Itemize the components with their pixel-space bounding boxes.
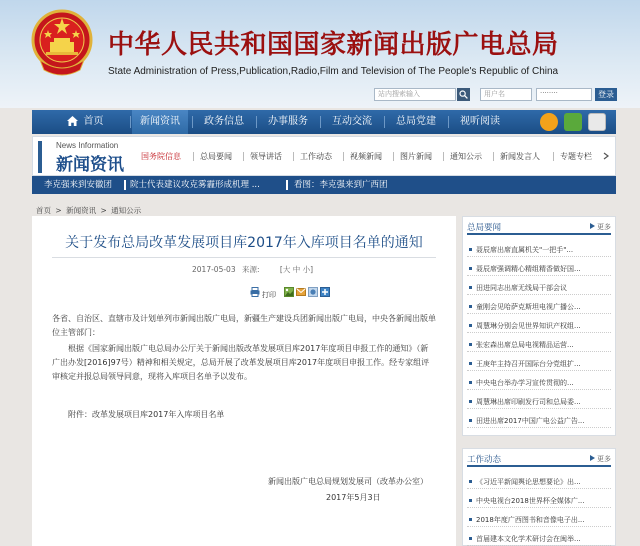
weibo-icon[interactable] [540,113,558,131]
nav-divider [320,116,321,128]
more-label: 更多 [597,223,611,231]
ticker-divider [124,180,126,190]
nav-item-home[interactable] [50,110,120,134]
work-updates-header [467,453,611,467]
list-item[interactable]: 聂辰席出席直属机关"一把手"... [467,243,611,257]
list-item[interactable]: 中央电台举办学习宣传贯彻的... [467,376,611,390]
search-button[interactable] [457,88,470,101]
breadcrumb-news[interactable]: 新闻资讯 [66,206,97,215]
font-size-switcher[interactable]: [大 中 小] [279,265,314,274]
headlines-header [467,221,611,235]
subnav-divider [393,152,394,161]
article-panel [32,216,456,546]
nav-item-services[interactable]: 办事服务 [268,116,308,127]
breadcrumb-separator: > [55,206,62,215]
ticker-item[interactable]: 看图：李克强来到广西团 [294,180,388,190]
work-updates-more-link[interactable] [590,454,611,464]
list-item[interactable]: 周慧琳出席印刷发行司和总局委... [467,395,611,409]
share-more-icon[interactable] [320,287,330,297]
article-source-label: 来源: [241,265,260,274]
nav-item-media[interactable]: 视听阅读 [460,116,500,127]
attachment-link[interactable]: 附件：改革发展项目库2017年入库项目名单 [68,410,225,419]
subnav-item-speeches[interactable]: 领导讲话 [250,152,282,161]
list-item[interactable]: 张宏森出席总局电视精品运营... [467,338,611,352]
article-meta [192,264,317,275]
headlines-title: 总局要闻 [467,223,502,233]
login-button[interactable]: 登录 [595,88,617,101]
subnav-item-photo-news[interactable]: 图片新闻 [400,152,432,161]
subnav-item-state-council[interactable]: 国务院信息 [141,152,181,161]
ticker-item[interactable]: 李克强来到安徽团 [44,180,113,190]
more-arrow-icon [590,455,595,461]
print-label[interactable]: 打印 [262,291,276,299]
more-arrow-icon [590,223,595,229]
subnav-divider [343,152,344,161]
nav-divider [192,116,193,128]
home-icon [67,116,78,126]
list-item[interactable]: 首届建本文化学术研讨会在闽举... [467,532,611,546]
list-item[interactable]: 中央电视台2018世界杯全媒体广... [467,494,611,508]
article-title: 关于发布总局改革发展项目库2017年入库项目名单的通知 [65,235,423,251]
list-item[interactable]: 周慧琳分别会见世界知识产权组... [467,319,611,333]
national-emblem-icon [30,8,94,80]
username-field[interactable]: 用户名 [480,88,532,101]
print-icon[interactable] [250,287,260,297]
more-label: 更多 [597,455,611,463]
password-field[interactable]: ········ [536,88,592,101]
nav-divider [130,116,131,128]
app-icon[interactable] [588,113,606,131]
title-divider [52,257,436,258]
breadcrumb [36,205,143,216]
site-title: 中华人民共和国国家新闻出版广电总局 [108,30,559,60]
section-subnav [32,136,616,176]
list-item[interactable]: 童刚会见哈萨克斯坦电视广播公... [467,300,611,314]
subnav-item-headlines[interactable]: 总局要闻 [200,152,232,161]
subnav-item-spokesperson[interactable]: 新闻发言人 [500,152,540,161]
subnav-item-special-topics[interactable]: 专题专栏 [560,152,592,161]
ticker-divider [286,180,288,190]
list-item[interactable]: 聂辰席强调精心精组精香做好国... [467,262,611,276]
headlines-more-link[interactable] [590,222,611,232]
subnav-divider [443,152,444,161]
wechat-icon[interactable] [564,113,582,131]
subnav-divider [243,152,244,161]
section-logo-en: News Information [56,141,119,150]
section-logo-cn: 新闻资讯 [56,155,124,175]
search-icon [459,90,468,99]
site-header [0,0,640,108]
breadcrumb-home[interactable]: 首页 [36,206,51,215]
nav-item-interaction[interactable]: 互动交流 [332,116,372,127]
main-nav [32,110,616,134]
sidebar [462,216,616,546]
nav-item-news[interactable]: 新闻资讯 [132,110,188,134]
chevron-right-icon [603,152,609,160]
subnav-item-notices[interactable]: 通知公示 [450,152,482,161]
list-item[interactable]: 田进出席2017中国广电公益广告... [467,414,611,428]
nav-divider [384,116,385,128]
nav-divider [448,116,449,128]
list-item[interactable]: 王庚年主持召开国际台分党组扩... [467,357,611,371]
list-item[interactable]: 2018年度广西图书和音像电子出... [467,513,611,527]
list-item[interactable]: 《习近平新闻舆论思想要论》出... [467,475,611,489]
nav-item-party[interactable]: 总局党建 [396,116,436,127]
headlines-box [462,216,616,436]
subnav-item-video-news[interactable]: 视频新闻 [350,152,382,161]
article-paragraph: 根据《国家新闻出版广电总局办公厅关于新闻出版改革发展项目库2017年度项目申报工作的通知》（新广出办发[2016]97号）精神和相关规定，总局开展了改革发展项目库2017年度项目申报工作。经专家组评审核定并报总局领导同意，现将入库项目名单予以发布。 [52,344,430,381]
list-item[interactable]: 田进同志出席无线局干部会议 [467,281,611,295]
ticker-item[interactable]: 院士代表建议攻克雾霾形成机理 ... [130,180,260,190]
nav-divider [256,116,257,128]
share-social-icon[interactable] [308,287,318,297]
subnav-divider [293,152,294,161]
breadcrumb-notices[interactable]: 通知公示 [111,206,142,215]
article-paragraph: 各省、自治区、直辖市及计划单列市新闻出版广电局，新疆生产建设兵团新闻出版广电局，中央各新闻出版单位主管部门： [52,314,436,337]
share-mail-icon[interactable] [296,287,306,297]
article-date: 2017-05-03 [192,265,236,274]
share-image-icon[interactable] [284,287,294,297]
article-signature: 新闻出版广电总局规划发展司（改革办公室） [268,477,428,486]
work-updates-title: 工作动态 [467,455,502,465]
headline-ticker [32,176,616,194]
nav-label: 首页 [83,116,104,127]
site-subtitle: State Administration of Press,Publication,Radio,Film and Television of The People's Republic of China [108,66,559,77]
article-sign-date: 2017年5月3日 [326,493,381,502]
subnav-divider [493,152,494,161]
section-logo [38,141,136,173]
search-input[interactable]: 站内搜索输入 [374,88,456,101]
subnav-item-work-updates[interactable]: 工作动态 [300,152,332,161]
subnav-divider [553,152,554,161]
work-updates-box [462,448,616,546]
subnav-divider [193,152,194,161]
nav-item-government[interactable]: 政务信息 [204,116,244,127]
breadcrumb-separator: > [100,206,107,215]
